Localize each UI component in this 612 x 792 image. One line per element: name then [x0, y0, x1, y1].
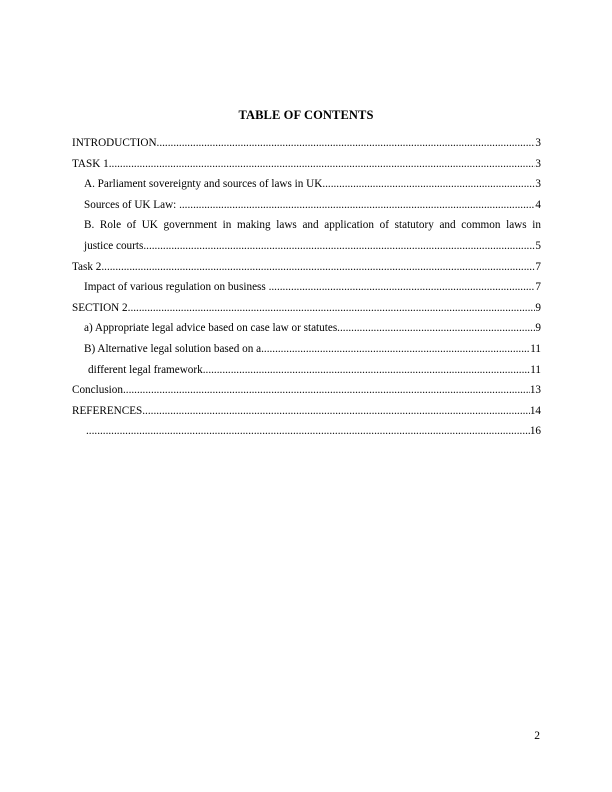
toc-entry-legal-advice[interactable] [72, 321, 541, 342]
toc-entry-label: SECTION 2 [72, 301, 128, 314]
toc-entry-label: Conclusion [72, 384, 123, 397]
toc-entry-page: 11 [530, 342, 541, 355]
toc-entry-page: 9 [535, 322, 541, 335]
page-number: 2 [534, 730, 540, 742]
dot-leader [109, 158, 536, 171]
toc-entry-page: 7 [535, 281, 541, 294]
toc-entry-label: Task 2 [72, 260, 102, 273]
dot-leader [337, 322, 535, 335]
toc-entry-page: 3 [535, 157, 541, 170]
toc-entry-justice-courts[interactable] [72, 239, 541, 260]
toc-entry-label: Sources of UK Law: [84, 198, 180, 211]
toc-entry-page: 13 [529, 384, 541, 397]
toc-entry-task-1[interactable] [72, 157, 541, 178]
toc-entry-page: 4 [535, 198, 541, 211]
toc-entry-page: 3 [535, 137, 541, 149]
toc-entry-impact-of-regulation[interactable] [72, 280, 541, 301]
toc-entry-page: 3 [535, 178, 541, 191]
toc-entry-page: 5 [535, 239, 541, 252]
dot-leader [179, 199, 535, 212]
toc-entry-label: A. Parliament sovereignty and sources of laws in UK [84, 178, 323, 191]
dot-leader [86, 425, 530, 438]
dot-leader [143, 240, 535, 253]
toc-entry-label: REFERENCES [72, 404, 143, 417]
toc-entry-label: Impact of various regulation on business [84, 281, 269, 294]
toc-entry-alternative-legal-solution[interactable] [72, 342, 541, 363]
toc-entry-different-legal-framework[interactable] [72, 363, 541, 384]
dot-leader [123, 384, 530, 397]
toc-entry-page: 9 [535, 301, 541, 314]
toc-entry-sources-of-uk-law[interactable] [72, 198, 541, 219]
dot-leader [142, 405, 530, 418]
dot-leader [203, 364, 530, 377]
table-of-contents [72, 136, 541, 445]
toc-entry-page: 14 [529, 404, 541, 417]
toc-entry-introduction[interactable] [72, 136, 541, 157]
toc-entry-role-of-uk-government[interactable] [72, 218, 541, 239]
dot-leader [261, 343, 530, 356]
toc-entry-task-2[interactable] [72, 260, 541, 281]
toc-entry-label: TASK 1 [72, 157, 109, 170]
toc-entry-conclusion[interactable] [72, 383, 541, 404]
dot-leader [157, 137, 536, 150]
toc-entry-label: different legal framework [88, 363, 203, 376]
toc-title: TABLE OF CONTENTS [238, 108, 374, 122]
toc-entry-label: B) Alternative legal solution based on a [84, 342, 262, 355]
dot-leader [322, 178, 535, 191]
dot-leader [101, 261, 535, 274]
toc-entry-page: 11 [530, 363, 541, 376]
toc-entry-page: 16 [529, 425, 541, 438]
toc-entry-page: 7 [535, 260, 541, 273]
toc-entry-label: INTRODUCTION [72, 137, 157, 149]
toc-entry-label: a) Appropriate legal advice based on case law or statutes [84, 322, 338, 335]
toc-entry-references[interactable] [72, 404, 541, 425]
toc-entry-unlabeled[interactable] [72, 424, 541, 445]
toc-entry-label: justice courts [84, 239, 144, 252]
toc-entry-section-2[interactable] [72, 301, 541, 322]
dot-leader [128, 302, 536, 315]
dot-leader [269, 281, 536, 294]
toc-entry-label: B. Role of UK government in making laws and application of statutory and common laws in [84, 219, 541, 232]
toc-entry-parliament-sovereignty[interactable] [72, 177, 541, 198]
